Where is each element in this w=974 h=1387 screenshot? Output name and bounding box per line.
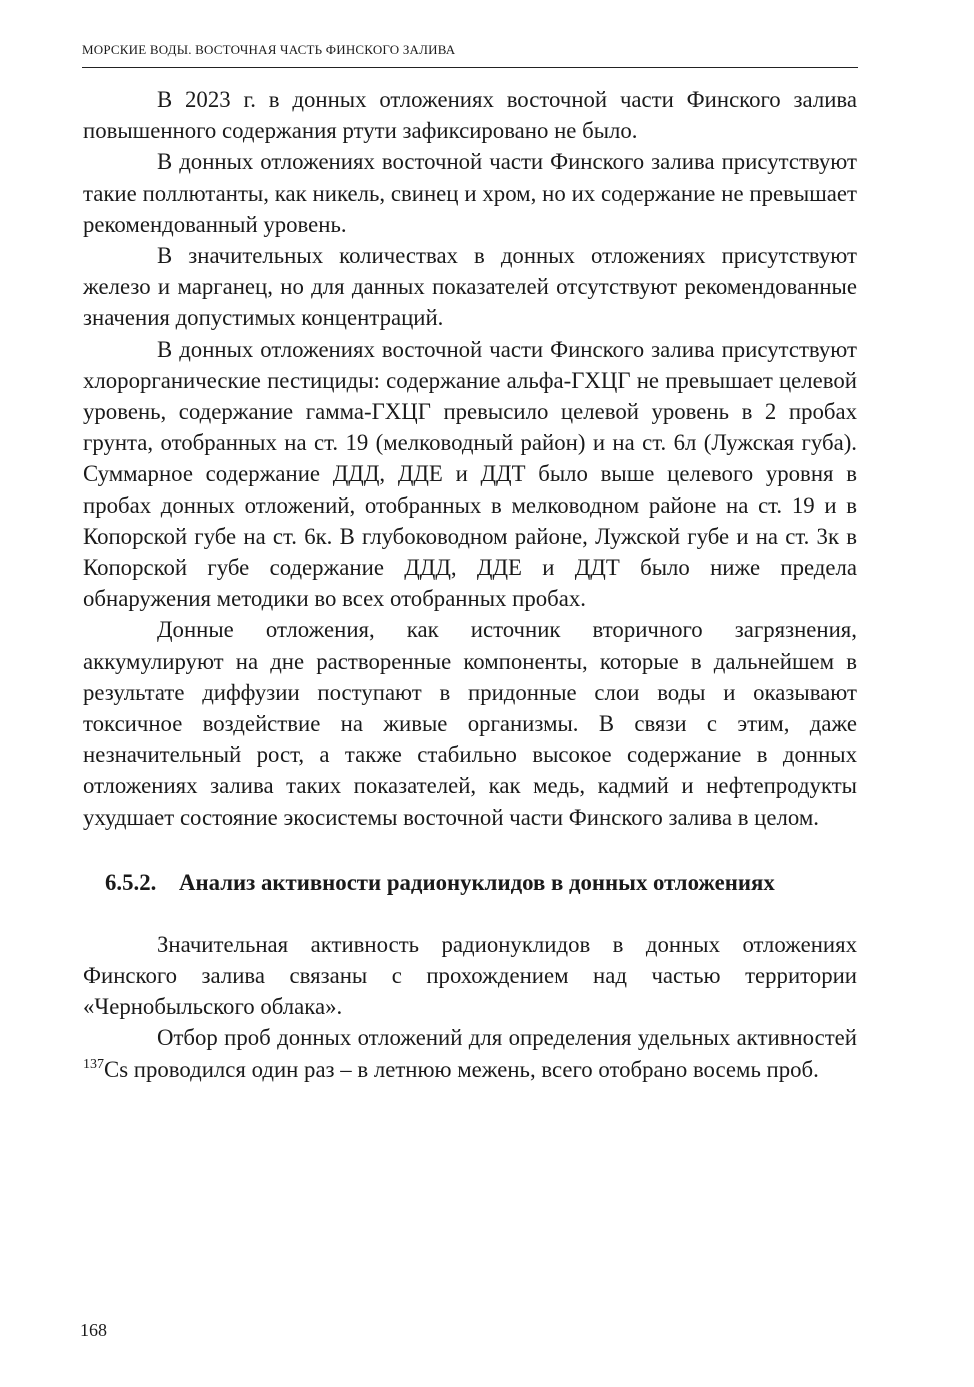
page-body — [83, 84, 857, 1085]
running-header: МОРСКИЕ ВОДЫ. ВОСТОЧНАЯ ЧАСТЬ ФИНСКОГО ЗАЛИВА — [82, 42, 456, 57]
sampling-text-start: Отбор проб донных отложений для определения удельных активностей — [157, 1025, 857, 1051]
page-number: 168 — [80, 1320, 107, 1340]
section-heading — [83, 867, 857, 898]
section-title: Анализ активности радионуклидов в донных отложениях — [179, 869, 775, 895]
paragraph-mercury: В 2023 г. в донных отложениях восточной части Финского залива повышенного содержания ртути зафиксировано не было. — [83, 87, 857, 144]
paragraph-heavy-metals: В донных отложениях восточной части Финского залива присутствуют такие поллютанты, как никель, свинец и хром, но их содержание не превышает рекомендованный уровень. — [83, 149, 857, 237]
section-number: 6.5.2. — [105, 869, 157, 895]
paragraph-pesticides: В донных отложениях восточной части Финского залива присутствуют хлорорганические пестициды: содержание альфа-ГХЦГ не превышает целевой уровень, содержание гамма-ГХЦГ превысило целевой уровень в 2 пробах грунта, отобранных на ст. 19 (мелководный район) и на ст. 6л (Лужская губа). Суммарное содержание ДДД, ДДЕ и ДДТ было выше целевого уровня в пробах донных отложений, отобранных в мелководном районе на ст. 19 и в Копорской губе на ст. 6к. В глубоководном районе, Лужской губе и на ст. 3к в Копорской губе содержание ДДД, ДДЕ и ДДТ было ниже предела обнаружения методики во всех отобранных пробах. — [83, 336, 857, 612]
isotope-mass-number: 137 — [83, 1056, 104, 1072]
header-divider — [82, 67, 858, 68]
paragraph-secondary-pollution: Донные отложения, как источник вторичного загрязнения, аккумулируют на дне растворенные компоненты, которые в дальнейшем в результате диффузии поступают в придонные слои воды и оказывают токсичное воздействие на живые организмы. В связи с этим, даже незначительный рост, а также стабильно высокое содержание в донных отложениях залива таких показателей, как медь, кадмий и нефтепродукты ухудшает состояние экосистемы восточной части Финского залива в целом. — [83, 617, 857, 830]
sampling-text-end: Cs проводился один раз – в летнюю межень, всего отобрано восемь проб. — [104, 1056, 819, 1082]
paragraph-radionuclides: Значительная активность радионуклидов в донных отложениях Финского залива связаны с прохождением над частью территории «Чернобыльского облака». — [83, 931, 857, 1020]
paragraph-iron-manganese: В значительных количествах в донных отложениях присутствуют железо и марганец, но для данных показателей отсутствуют рекомендованные значения допустимых концентраций. — [83, 243, 857, 331]
paragraph-sampling — [83, 1022, 857, 1084]
